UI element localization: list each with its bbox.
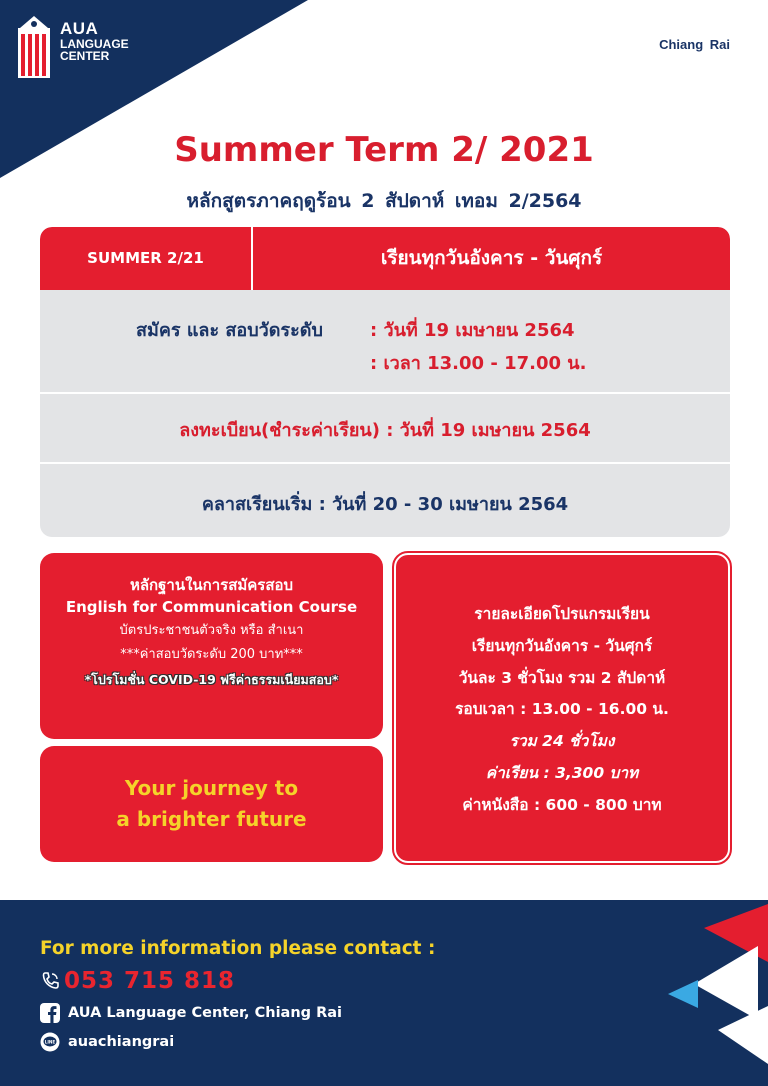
slogan-line-1: Your journey to	[124, 776, 299, 800]
schedule-panel	[40, 227, 730, 537]
facebook-icon	[40, 1003, 60, 1023]
row-divider	[40, 392, 730, 394]
class-days: เรียนทุกวันอังคาร - วันศุกร์	[380, 247, 603, 269]
program-book-fee: ค่าหนังสือ : 600 - 800 บาท	[462, 795, 662, 814]
page-subtitle: หลักสูตรภาคฤดูร้อน 2 สัปดาห์ เทอม 2/2564	[186, 190, 582, 212]
phone-number[interactable]: 053 715 818	[64, 968, 236, 994]
decorative-triangles	[608, 900, 768, 1086]
contact-prompt: For more information please contact :	[40, 938, 436, 959]
logo-line-aua: AUA	[60, 19, 99, 38]
facebook-contact[interactable]	[40, 1003, 342, 1023]
program-time: รอบเวลา : 13.00 - 16.00 น.	[455, 700, 669, 719]
apply-label: สมัคร และ สอบวัดระดับ	[136, 320, 323, 341]
apply-date: : วันที่ 19 เมษายน 2564	[370, 320, 575, 341]
row-divider	[40, 462, 730, 464]
program-total-hours: รวม 24 ชั่วโมง	[509, 732, 615, 751]
line-id[interactable]: auachiangrai	[68, 1034, 175, 1050]
program-tuition: ค่าเรียน : 3,300 บาท	[485, 763, 639, 782]
registration-date: ลงทะเบียน(ชำระค่าเรียน) : วันที่ 19 เมษายน 2564	[179, 420, 591, 441]
slogan-box	[40, 746, 383, 862]
line-contact[interactable]	[40, 1032, 174, 1052]
requirements-heading: หลักฐานในการสมัครสอบ	[129, 576, 294, 594]
required-documents: บัตรประชาชนตัวจริง หรือ สำเนา	[119, 622, 304, 638]
aua-emblem-icon	[14, 14, 54, 80]
line-icon	[40, 1032, 60, 1052]
class-start-date: คลาสเรียนเริ่ม : วันที่ 20 - 30 เมษายน 2564	[201, 494, 569, 515]
phone-icon	[40, 971, 60, 991]
slogan-line-2: a brighter future	[116, 807, 307, 831]
placement-fee: ***ค่าสอบวัดระดับ 200 บาท***	[120, 647, 303, 663]
branch-city: Chiang Rai	[659, 37, 730, 52]
apply-time: : เวลา 13.00 - 17.00 น.	[370, 353, 587, 374]
contact-footer	[0, 900, 768, 1086]
logo-line-language: LANGUAGE	[60, 36, 129, 51]
requirements-box	[40, 553, 383, 739]
program-details-box	[394, 553, 730, 863]
phone-contact[interactable]	[40, 968, 235, 994]
svg-text:LINE: LINE	[44, 1039, 56, 1045]
course-name: English for Communication Course	[65, 597, 358, 616]
logo-line-center: CENTER	[60, 49, 110, 64]
page-title: Summer Term 2/ 2021	[174, 130, 594, 170]
covid-promo: *โปรโมชั่น COVID-19 ฟรีค่าธรรมเนียมสอบ*	[84, 671, 339, 687]
program-hours: วันละ 3 ชั่วโมง รวม 2 สัปดาห์	[458, 668, 666, 687]
aua-logo	[14, 14, 129, 80]
program-days: เรียนทุกวันอังคาร - วันศุกร์	[471, 636, 653, 655]
schedule-header	[40, 227, 730, 290]
term-code: SUMMER 2/21	[87, 249, 204, 267]
program-heading: รายละเอียดโปรแกรมเรียน	[474, 605, 650, 623]
facebook-page[interactable]: AUA Language Center, Chiang Rai	[68, 1005, 342, 1021]
